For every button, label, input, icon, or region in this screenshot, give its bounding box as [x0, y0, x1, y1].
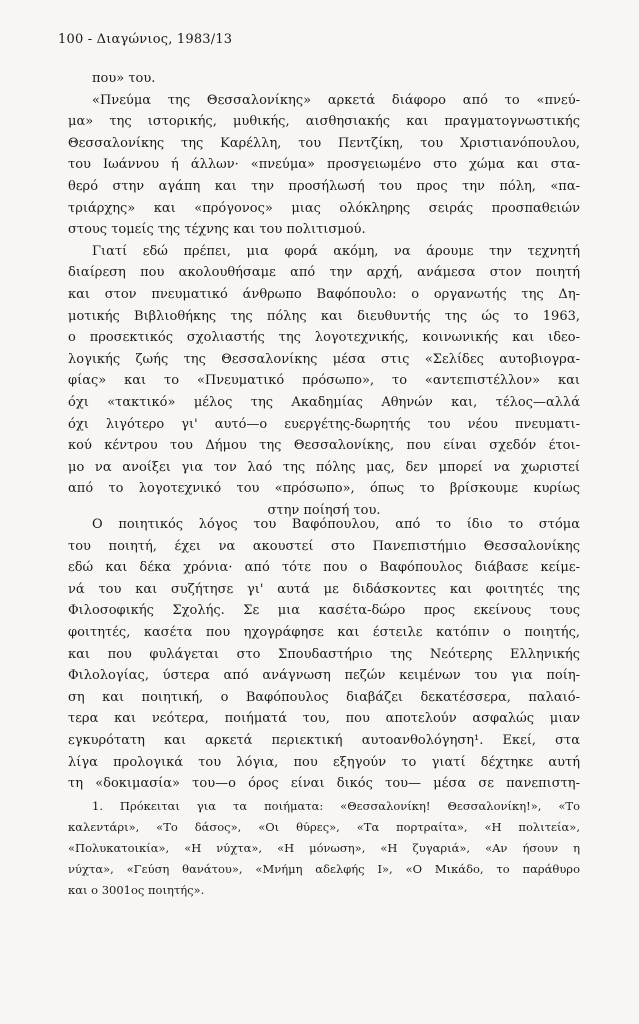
text-line: όχι «τακτικό» μέλος της Ακαδημίας Αθηνών και, τέλος—αλλά — [68, 394, 580, 410]
text-line: Φιλοσοφικής Σχολής. Σε μια κασέτα-δώρο προς εκείνους τους — [68, 603, 580, 619]
text-line: στους τομείς της τέχνης και του πολιτισμού. — [68, 222, 366, 238]
text-line: και στον πνευματικό άνθρωπο Βαφόπουλο: ο οργανωτής της Δη- — [68, 286, 580, 302]
text-line: του ποιητή, έχει να ακουστεί στο Πανεπιστήμιο Θεσσαλονίκης — [68, 538, 580, 554]
text-line: Ο ποιητικός λόγος του Βαφόπουλου, από το ίδιο το στόμα — [92, 517, 580, 532]
text-line: στην ποίησή του. — [267, 502, 381, 518]
text-line: όχι λιγότερο γι' αυτό—ο ευεργέτης-δωρητής του νέου πνευματι- — [68, 416, 580, 432]
text-line: του Ιωάννου ή άλλων· «πνεύμα» προσγειωμένο στο χώμα και στα- — [68, 157, 580, 173]
footnote-line: «Πολυκατοικία», «Η νύχτα», «Η μόνωση», «Η ζυγαριά», «Αν ήσουν η — [68, 841, 580, 855]
body-paragraphs — [68, 68, 580, 521]
text-line: από το λογοτεχνικό του «πρόσωπο», όπως το βρίσκουμε κυρίως — [68, 481, 580, 497]
text-line: μα» της ιστορικής, μυθικής, αισθησιακής και πραγματογνωστικής — [68, 114, 580, 130]
text-line: Γιατί εδώ πρέπει, μια φορά ακόμη, να άρουμε την τεχνητή — [92, 243, 580, 259]
text-line: φοιτητές, κασέτα που ηχογράφησε και έστειλε κατόπιν ο ποιητής, — [68, 624, 580, 640]
text-line: τριάρχης» και «πρόγονος» μιας ολόκληρης σειράς προσπαθειών — [68, 200, 580, 216]
text-line: μο να ανοίξει για τον λαό της πόλης μας, δεν μπορεί να χωριστεί — [68, 459, 580, 475]
text-line: τερα και νεότερα, ποιήματά του, που αποτελούν ασφαλώς μιαν — [68, 711, 580, 727]
footnote-line: και ο 3001ος ποιητής». — [68, 883, 205, 897]
text-line: φίας» και το «Πνευματικό πρόσωπο», το «αντεπιστέλλον» και — [68, 373, 580, 389]
text-line: «Πνεύμα της Θεσσαλονίκης» αρκετά διάφορο από το «πνεύ- — [92, 92, 580, 108]
text-line: διαίρεση που ακολουθήσαμε από την αρχή, ανάμεσα στον ποιητή — [68, 265, 580, 281]
text-line: εγκυρότατη και αρκετά περιεκτική αυτοανθολόγηση¹. Εκεί, στα — [68, 732, 580, 748]
text-line: τη «δοκιμασία» του—ο όρος είναι δικός του— μέσα σε πανεπιστη- — [68, 776, 580, 792]
footnote-line: καλεντάρι», «Το δάσος», «Οι θύρες», «Τα πορτραίτα», «Η πολιτεία», — [68, 820, 580, 834]
text-line: μοτικής Βιβλιοθήκης της πόλης και διευθυντής της ώς το 1963, — [68, 308, 580, 324]
text-line: λίγα προλογικά του λόγια, που εξηγούν το γιατί δέχτηκε αυτή — [68, 754, 580, 770]
text-line: κού κέντρου του Δήμου της Θεσσαλονίκης, που είναι σχεδόν έτοι- — [68, 438, 580, 454]
text-line: που» του. — [92, 71, 156, 86]
text-line: ση και ποιητική, ο Βαφόπουλος διαβάζει δεκατέσσερα, παλαιό- — [68, 689, 580, 705]
footnote — [68, 796, 580, 901]
footnote-line: νύχτα», «Γεύση θανάτου», «Μνήμη αδελφής Ι», «Ο Μικάδο, το παράθυρο — [68, 862, 580, 876]
text-line: και που φυλάγεται στο Σπουδαστήριο της Νεότερης Ελληνικής — [68, 646, 580, 662]
text-line: ο προσεκτικός σχολιαστής της λογοτεχνικής, κοινωνικής και ιδεο- — [68, 330, 580, 346]
second-section-paragraph — [68, 514, 580, 795]
text-line: εδώ και δέκα χρόνια· από τότε που ο Βαφόπουλος διάβασε κείμε- — [68, 560, 580, 576]
text-line: λογικής ζωής της Θεσσαλονίκης μέσα στις «Σελίδες αυτοβιογρα- — [68, 351, 580, 367]
text-line: θερό στην αγάπη και την προσήλωσή του προς την πόλη, «πα- — [68, 178, 580, 194]
text-line: Θεσσαλονίκης της Καρέλλη, του Πεντζίκη, του Χριστιανόπουλου, — [68, 135, 580, 151]
text-line: Φιλολογίας, ύστερα από ανάγνωση πεζών κειμένων του για ποίη- — [68, 668, 580, 684]
text-line: νά του και συζήτησε γι' αυτά με διδάσκοντες και φοιτητές της — [68, 581, 580, 597]
running-head: 100 - Διαγώνιος, 1983/13 — [58, 32, 233, 47]
footnote-line: 1. Πρόκειται για τα ποιήματα: «Θεσσαλονίκη! Θεσσαλονίκη!», «Το — [92, 799, 580, 813]
